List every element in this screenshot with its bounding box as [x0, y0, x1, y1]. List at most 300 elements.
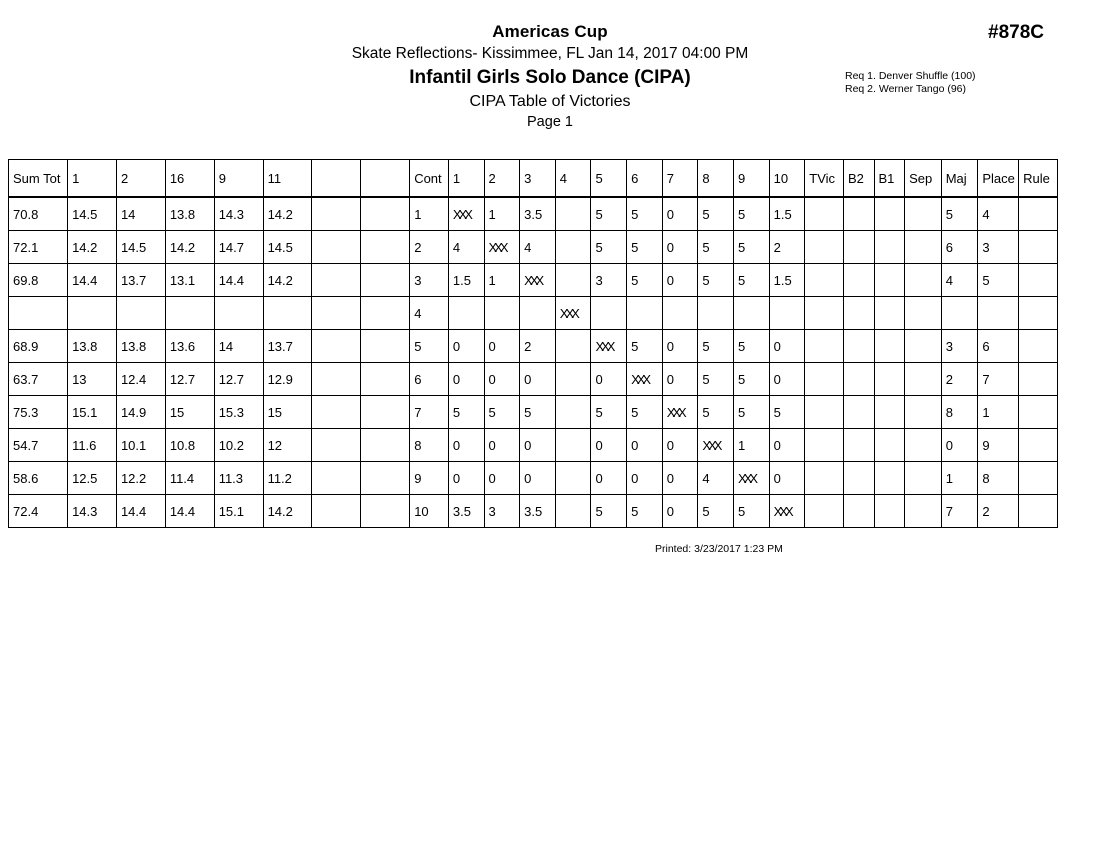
cell-b2 [843, 330, 874, 363]
table-row [9, 462, 1058, 495]
cell-sp1 [312, 363, 361, 396]
cell-j9: 14 [214, 330, 263, 363]
cell-cont: 2 [410, 231, 449, 264]
cell-v8: 5 [698, 495, 734, 528]
column-header-sum_tot: Sum Tot [9, 160, 68, 198]
cell-b2 [843, 297, 874, 330]
cell-v3: 2 [520, 330, 556, 363]
cell-j9: 10.2 [214, 429, 263, 462]
cell-b1 [874, 231, 905, 264]
column-header-tvic: TVic [805, 160, 844, 198]
cell-sp2 [361, 231, 410, 264]
cell-j11: 14.2 [263, 495, 312, 528]
cell-sum_tot: 72.1 [9, 231, 68, 264]
cell-b1 [874, 495, 905, 528]
cell-sep [905, 231, 942, 264]
cell-v10: 1.5 [769, 197, 805, 231]
cell-j1: 13.8 [68, 330, 117, 363]
column-header-j2: 2 [116, 160, 165, 198]
cell-v6: 0 [627, 429, 663, 462]
cell-sum_tot: 58.6 [9, 462, 68, 495]
cell-v2: 5 [484, 396, 520, 429]
cell-v8: 5 [698, 330, 734, 363]
cell-maj: 6 [941, 231, 978, 264]
cell-tvic [805, 429, 844, 462]
cell-b1 [874, 297, 905, 330]
cell-v6: 5 [627, 231, 663, 264]
cell-j11: 12 [263, 429, 312, 462]
cell-rule [1019, 462, 1058, 495]
cell-j2: 14 [116, 197, 165, 231]
cell-v7: 0 [662, 495, 698, 528]
cell-rule [1019, 264, 1058, 297]
cell-tvic [805, 330, 844, 363]
venue-datetime-line: Skate Reflections- Kissimmee, FL Jan 14, 2017 04:00 PM [351, 45, 749, 62]
cell-tvic [805, 462, 844, 495]
cell-v3: 0 [520, 429, 556, 462]
cell-sep [905, 197, 942, 231]
cell-sum_tot: 68.9 [9, 330, 68, 363]
cell-v2: 0 [484, 429, 520, 462]
page-number: Page 1 [527, 114, 573, 130]
column-header-v9: 9 [734, 160, 770, 198]
cell-j1 [68, 297, 117, 330]
cell-cont: 3 [410, 264, 449, 297]
requirements-block [845, 70, 976, 96]
cell-v10: XXX [769, 495, 805, 528]
cell-v4 [555, 396, 591, 429]
cell-j2: 12.4 [116, 363, 165, 396]
cell-cont: 4 [410, 297, 449, 330]
cell-v4 [555, 231, 591, 264]
cell-place: 6 [978, 330, 1019, 363]
cell-v1: 1.5 [448, 264, 484, 297]
cell-sp1 [312, 330, 361, 363]
column-header-sp1 [312, 160, 361, 198]
cell-v1: XXX [448, 197, 484, 231]
cell-j9: 15.1 [214, 495, 263, 528]
cell-v4: XXX [555, 297, 591, 330]
cell-v9: 5 [734, 330, 770, 363]
cell-sep [905, 363, 942, 396]
cell-v8: 5 [698, 197, 734, 231]
cell-v8 [698, 297, 734, 330]
cell-j16 [165, 297, 214, 330]
cell-sum_tot: 75.3 [9, 396, 68, 429]
cell-v5: XXX [591, 330, 627, 363]
cell-place: 2 [978, 495, 1019, 528]
cell-v4 [555, 330, 591, 363]
cell-j16: 10.8 [165, 429, 214, 462]
cell-j1: 14.5 [68, 197, 117, 231]
cell-v4 [555, 264, 591, 297]
event-code: #878C [988, 22, 1044, 43]
cell-sum_tot [9, 297, 68, 330]
cell-j1: 14.3 [68, 495, 117, 528]
cell-v9: 5 [734, 396, 770, 429]
cell-sep [905, 330, 942, 363]
column-header-sp2 [361, 160, 410, 198]
cell-cont: 5 [410, 330, 449, 363]
cell-v8: 5 [698, 264, 734, 297]
cell-sp2 [361, 396, 410, 429]
cell-v2: 0 [484, 330, 520, 363]
column-header-v8: 8 [698, 160, 734, 198]
cell-v8: 5 [698, 396, 734, 429]
cell-sum_tot: 54.7 [9, 429, 68, 462]
cell-rule [1019, 330, 1058, 363]
cell-j2: 14.5 [116, 231, 165, 264]
cell-v1 [448, 297, 484, 330]
column-header-j9: 9 [214, 160, 263, 198]
cell-maj: 5 [941, 197, 978, 231]
cell-j9: 15.3 [214, 396, 263, 429]
cell-v10: 0 [769, 363, 805, 396]
cell-rule [1019, 429, 1058, 462]
table-of-victories [8, 159, 1058, 528]
cell-v6: 0 [627, 462, 663, 495]
cell-v7: 0 [662, 264, 698, 297]
cell-j11 [263, 297, 312, 330]
column-header-cont: Cont [410, 160, 449, 198]
cell-b1 [874, 330, 905, 363]
cell-b1 [874, 197, 905, 231]
report-title: CIPA Table of Victories [469, 93, 631, 110]
cell-b2 [843, 231, 874, 264]
cell-v6: 5 [627, 197, 663, 231]
cell-v9: 5 [734, 264, 770, 297]
cell-v1: 0 [448, 363, 484, 396]
cell-v4 [555, 429, 591, 462]
cell-v2: 0 [484, 363, 520, 396]
cell-v3: 5 [520, 396, 556, 429]
cell-v5: 5 [591, 231, 627, 264]
column-header-v5: 5 [591, 160, 627, 198]
cell-place: 7 [978, 363, 1019, 396]
cell-place: 3 [978, 231, 1019, 264]
cell-maj: 1 [941, 462, 978, 495]
cell-v10: 1.5 [769, 264, 805, 297]
cell-v4 [555, 197, 591, 231]
cell-j11: 14.5 [263, 231, 312, 264]
cell-v7: 0 [662, 330, 698, 363]
cell-v5: 5 [591, 495, 627, 528]
column-header-place: Place [978, 160, 1019, 198]
cell-v1: 0 [448, 462, 484, 495]
cell-rule [1019, 495, 1058, 528]
cell-j2: 12.2 [116, 462, 165, 495]
cell-b2 [843, 197, 874, 231]
cell-v5: 0 [591, 462, 627, 495]
cell-b1 [874, 462, 905, 495]
cell-v5: 0 [591, 363, 627, 396]
cell-sum_tot: 69.8 [9, 264, 68, 297]
cell-v5: 0 [591, 429, 627, 462]
cell-tvic [805, 396, 844, 429]
cell-j9: 12.7 [214, 363, 263, 396]
cell-v7: 0 [662, 462, 698, 495]
cell-place: 4 [978, 197, 1019, 231]
cell-rule [1019, 363, 1058, 396]
cell-v2: 1 [484, 197, 520, 231]
cell-v2: 3 [484, 495, 520, 528]
cell-j1: 14.2 [68, 231, 117, 264]
cell-maj: 4 [941, 264, 978, 297]
cell-v7 [662, 297, 698, 330]
cell-sp1 [312, 396, 361, 429]
cell-sep [905, 495, 942, 528]
cell-cont: 1 [410, 197, 449, 231]
cell-sep [905, 297, 942, 330]
table-header-row [9, 160, 1058, 198]
cell-cont: 10 [410, 495, 449, 528]
cell-sep [905, 396, 942, 429]
cell-v7: XXX [662, 396, 698, 429]
cell-b2 [843, 264, 874, 297]
cell-v5: 5 [591, 197, 627, 231]
cell-sp2 [361, 429, 410, 462]
cell-cont: 7 [410, 396, 449, 429]
table-row [9, 297, 1058, 330]
cell-maj [941, 297, 978, 330]
cell-j11: 14.2 [263, 197, 312, 231]
cell-v7: 0 [662, 363, 698, 396]
column-header-j11: 11 [263, 160, 312, 198]
cell-v10: 2 [769, 231, 805, 264]
cell-j2: 10.1 [116, 429, 165, 462]
cell-j2: 13.7 [116, 264, 165, 297]
cell-cont: 6 [410, 363, 449, 396]
cell-j9 [214, 297, 263, 330]
table-row [9, 363, 1058, 396]
cell-j2: 13.8 [116, 330, 165, 363]
cell-j9: 14.7 [214, 231, 263, 264]
cell-v9: XXX [734, 462, 770, 495]
cell-v9: 5 [734, 363, 770, 396]
requirement-line-2: Req 2. Werner Tango (96) [845, 83, 967, 95]
cell-v10: 5 [769, 396, 805, 429]
cell-sp1 [312, 495, 361, 528]
cell-j16: 13.6 [165, 330, 214, 363]
cell-b2 [843, 462, 874, 495]
table-row [9, 264, 1058, 297]
column-header-v1: 1 [448, 160, 484, 198]
column-header-v4: 4 [555, 160, 591, 198]
column-header-maj: Maj [941, 160, 978, 198]
cell-rule [1019, 297, 1058, 330]
cell-v6: 5 [627, 495, 663, 528]
cell-j1: 13 [68, 363, 117, 396]
cell-sep [905, 462, 942, 495]
cell-v8: 5 [698, 363, 734, 396]
cell-v3 [520, 297, 556, 330]
cell-v4 [555, 462, 591, 495]
cell-sp1 [312, 462, 361, 495]
cell-v3: 0 [520, 462, 556, 495]
cell-v9: 1 [734, 429, 770, 462]
cell-v10: 0 [769, 330, 805, 363]
cell-j16: 14.4 [165, 495, 214, 528]
column-header-v2: 2 [484, 160, 520, 198]
category-title: Infantil Girls Solo Dance (CIPA) [409, 67, 691, 88]
cell-place: 8 [978, 462, 1019, 495]
cell-v1: 3.5 [448, 495, 484, 528]
cell-sp1 [312, 197, 361, 231]
cell-v8: XXX [698, 429, 734, 462]
cell-j1: 12.5 [68, 462, 117, 495]
cell-b1 [874, 363, 905, 396]
cell-v6: XXX [627, 363, 663, 396]
cell-v7: 0 [662, 197, 698, 231]
cell-v3: 4 [520, 231, 556, 264]
cell-sp2 [361, 363, 410, 396]
cell-v6: 5 [627, 264, 663, 297]
cell-b1 [874, 396, 905, 429]
cell-v9 [734, 297, 770, 330]
cell-j2 [116, 297, 165, 330]
cell-v2: 1 [484, 264, 520, 297]
cell-sum_tot: 70.8 [9, 197, 68, 231]
cell-j16: 12.7 [165, 363, 214, 396]
table-row [9, 330, 1058, 363]
table-of-victories-wrap [8, 159, 1058, 528]
cell-v1: 4 [448, 231, 484, 264]
cell-tvic [805, 197, 844, 231]
cell-sum_tot: 72.4 [9, 495, 68, 528]
cell-v6: 5 [627, 396, 663, 429]
cell-cont: 9 [410, 462, 449, 495]
cell-v8: 4 [698, 462, 734, 495]
column-header-v3: 3 [520, 160, 556, 198]
column-header-v7: 7 [662, 160, 698, 198]
table-row [9, 231, 1058, 264]
table-row [9, 396, 1058, 429]
cell-tvic [805, 264, 844, 297]
column-header-sep: Sep [905, 160, 942, 198]
cell-v7: 0 [662, 231, 698, 264]
cell-j16: 13.8 [165, 197, 214, 231]
table-head [9, 160, 1058, 198]
column-header-b2: B2 [843, 160, 874, 198]
cell-j2: 14.4 [116, 495, 165, 528]
cell-v5 [591, 297, 627, 330]
cell-j11: 11.2 [263, 462, 312, 495]
cell-maj: 7 [941, 495, 978, 528]
column-header-j16: 16 [165, 160, 214, 198]
cell-v4 [555, 363, 591, 396]
cell-maj: 0 [941, 429, 978, 462]
table-body [9, 197, 1058, 528]
cell-rule [1019, 396, 1058, 429]
cell-j16: 15 [165, 396, 214, 429]
cell-place [978, 297, 1019, 330]
cell-v6: 5 [627, 330, 663, 363]
cell-tvic [805, 363, 844, 396]
cell-j1: 11.6 [68, 429, 117, 462]
cell-sp1 [312, 429, 361, 462]
cell-v2: XXX [484, 231, 520, 264]
cell-b1 [874, 429, 905, 462]
table-row [9, 197, 1058, 231]
cell-v10 [769, 297, 805, 330]
cell-tvic [805, 231, 844, 264]
page-header [0, 0, 1100, 132]
cell-v2 [484, 297, 520, 330]
cell-b1 [874, 264, 905, 297]
cell-tvic [805, 297, 844, 330]
cell-j9: 14.3 [214, 197, 263, 231]
cell-j16: 14.2 [165, 231, 214, 264]
printed-footer: Printed: 3/23/2017 1:23 PM [655, 543, 783, 555]
cell-j16: 11.4 [165, 462, 214, 495]
cell-v4 [555, 495, 591, 528]
event-title: Americas Cup [492, 22, 608, 41]
cell-j11: 13.7 [263, 330, 312, 363]
cell-v6 [627, 297, 663, 330]
cell-sum_tot: 63.7 [9, 363, 68, 396]
column-header-b1: B1 [874, 160, 905, 198]
cell-cont: 8 [410, 429, 449, 462]
cell-rule [1019, 231, 1058, 264]
cell-j11: 14.2 [263, 264, 312, 297]
requirement-line-1: Req 1. Denver Shuffle (100) [845, 70, 976, 82]
cell-v9: 5 [734, 495, 770, 528]
cell-v5: 3 [591, 264, 627, 297]
cell-v3: XXX [520, 264, 556, 297]
cell-sep [905, 429, 942, 462]
cell-rule [1019, 197, 1058, 231]
cell-v1: 5 [448, 396, 484, 429]
cell-b2 [843, 396, 874, 429]
column-header-rule: Rule [1019, 160, 1058, 198]
cell-sp2 [361, 197, 410, 231]
cell-j9: 14.4 [214, 264, 263, 297]
cell-j1: 15.1 [68, 396, 117, 429]
cell-v10: 0 [769, 429, 805, 462]
table-row [9, 495, 1058, 528]
cell-v3: 3.5 [520, 197, 556, 231]
column-header-j1: 1 [68, 160, 117, 198]
cell-tvic [805, 495, 844, 528]
cell-sp2 [361, 264, 410, 297]
cell-v2: 0 [484, 462, 520, 495]
cell-place: 1 [978, 396, 1019, 429]
cell-b2 [843, 429, 874, 462]
column-header-v10: 10 [769, 160, 805, 198]
cell-v9: 5 [734, 197, 770, 231]
cell-maj: 2 [941, 363, 978, 396]
cell-maj: 8 [941, 396, 978, 429]
cell-v3: 0 [520, 363, 556, 396]
table-row [9, 429, 1058, 462]
cell-sp1 [312, 231, 361, 264]
cell-j16: 13.1 [165, 264, 214, 297]
cell-sp1 [312, 264, 361, 297]
cell-v8: 5 [698, 231, 734, 264]
cell-j9: 11.3 [214, 462, 263, 495]
cell-sp2 [361, 462, 410, 495]
cell-b2 [843, 495, 874, 528]
cell-place: 9 [978, 429, 1019, 462]
cell-j2: 14.9 [116, 396, 165, 429]
cell-place: 5 [978, 264, 1019, 297]
cell-v7: 0 [662, 429, 698, 462]
cell-v1: 0 [448, 330, 484, 363]
cell-b2 [843, 363, 874, 396]
cell-j11: 12.9 [263, 363, 312, 396]
cell-sep [905, 264, 942, 297]
cell-v1: 0 [448, 429, 484, 462]
